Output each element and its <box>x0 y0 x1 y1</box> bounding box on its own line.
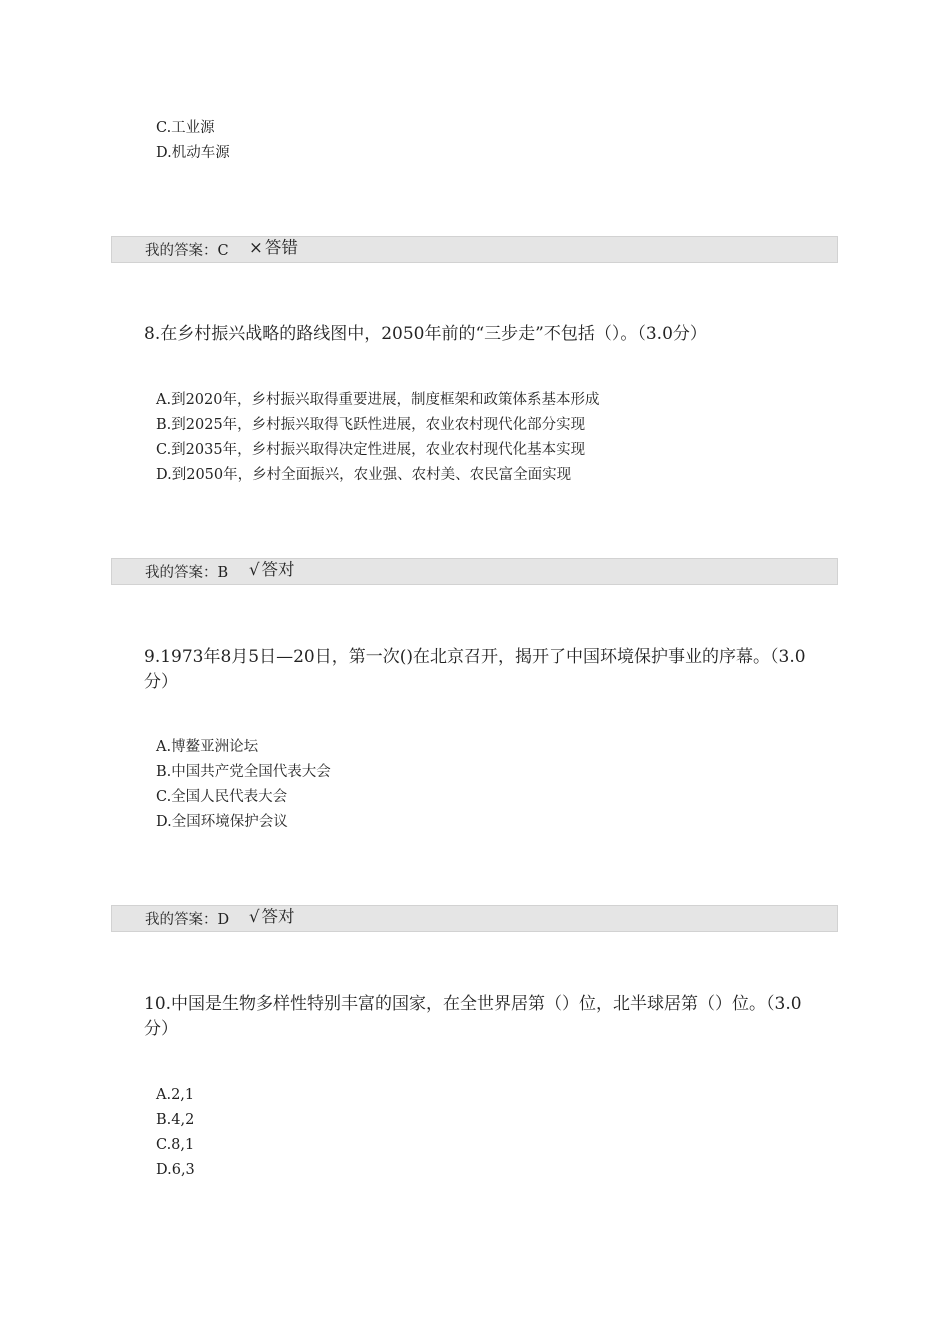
option-d: D.全国环境保护会议 <box>156 814 288 830</box>
option-b: B.到2025年，乡村振兴取得飞跃性进展，农业农村现代化部分实现 <box>156 417 586 433</box>
answer-result <box>249 560 295 580</box>
result-text: 答错 <box>264 238 298 257</box>
my-answer-label: 我的答案：B <box>145 565 229 581</box>
option-d: D.6,3 <box>156 1162 195 1178</box>
result-text: 答对 <box>261 907 295 926</box>
question-8-text: 8.在乡村振兴战略的路线图中，2050年前的“三步走”不包括（）。（3.0分） <box>144 324 707 344</box>
check-mark-icon: √ <box>249 907 260 926</box>
option-b: B.中国共产党全国代表大会 <box>156 764 331 780</box>
option-d: D.到2050年，乡村全面振兴，农业强、农村美、农民富全面实现 <box>156 467 572 483</box>
option-d: D.机动车源 <box>156 145 230 161</box>
option-a: A.到2020年，乡村振兴取得重要进展，制度框架和政策体系基本形成 <box>156 392 600 408</box>
answer-bar <box>111 558 838 585</box>
option-c: C.8,1 <box>156 1137 195 1153</box>
cross-mark-icon: × <box>249 238 263 257</box>
answer-bar <box>111 236 838 263</box>
answer-bar <box>111 905 838 932</box>
option-a: A.博鳌亚洲论坛 <box>156 739 259 755</box>
question-10-text: 10.中国是生物多样性特别丰富的国家，在全世界居第（）位，北半球居第（）位。（3.0分） <box>144 994 802 1039</box>
option-c: C.全国人民代表大会 <box>156 789 288 805</box>
question-9-text: 9.1973年8月5日—20日，第一次()在北京召开，揭开了中国环境保护事业的序幕。（3.0分） <box>144 647 806 692</box>
my-answer-label: 我的答案：D <box>145 912 230 928</box>
result-text: 答对 <box>261 560 295 579</box>
my-answer-label: 我的答案：C <box>145 243 229 259</box>
answer-result <box>249 907 295 927</box>
option-b: B.4,2 <box>156 1112 195 1128</box>
option-c: C.工业源 <box>156 120 215 136</box>
check-mark-icon: √ <box>249 560 260 579</box>
option-c: C.到2035年，乡村振兴取得决定性进展，农业农村现代化基本实现 <box>156 442 586 458</box>
option-a: A.2,1 <box>156 1087 195 1103</box>
answer-result <box>249 238 298 258</box>
